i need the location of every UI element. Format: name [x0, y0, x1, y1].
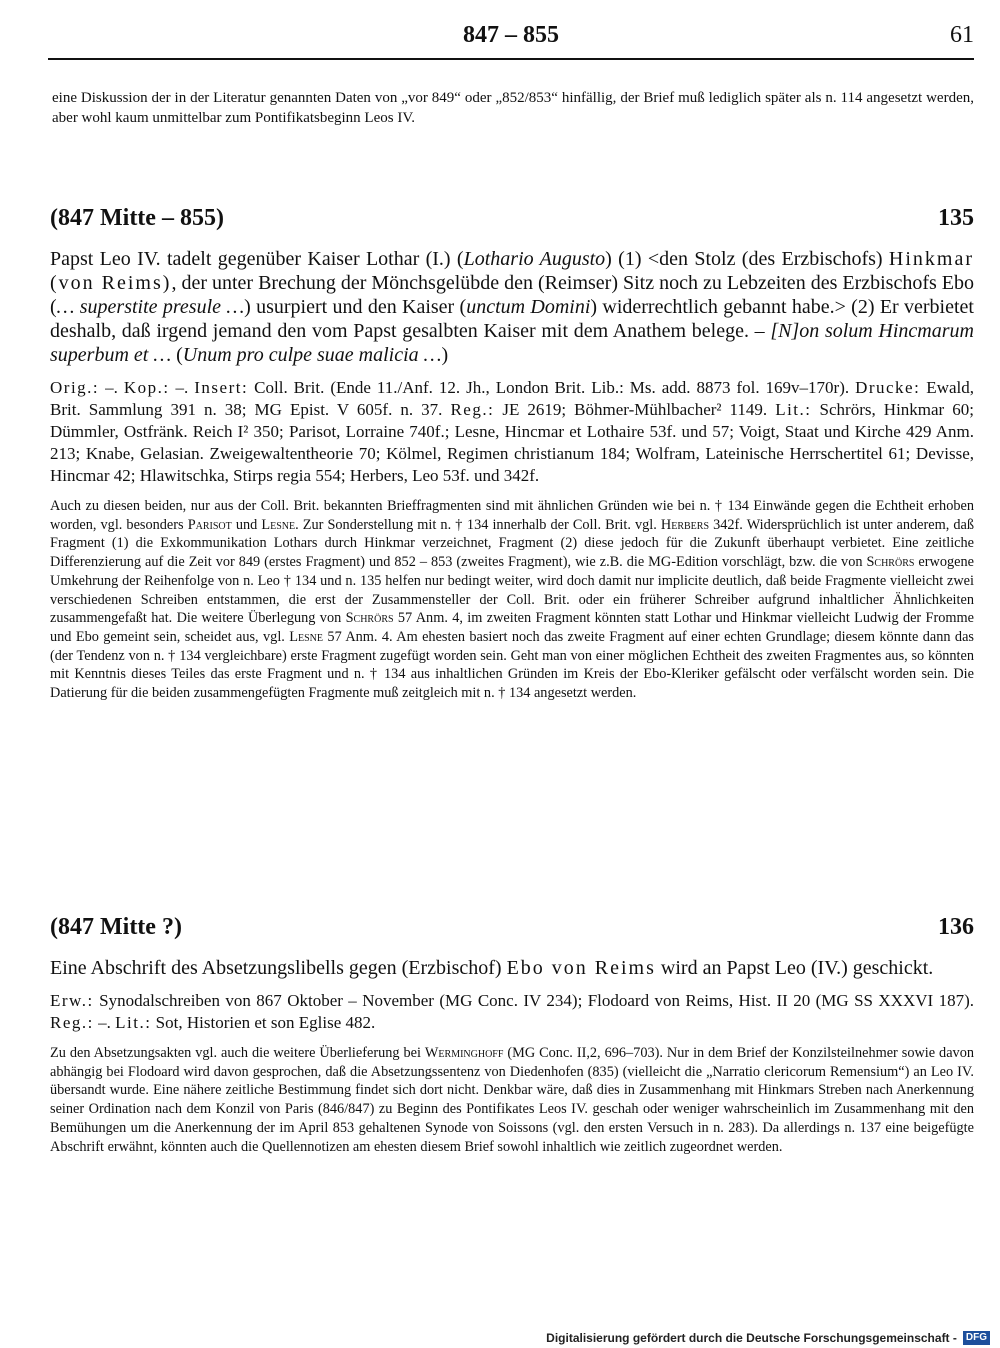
regest-segment: Eine Abschrift des Absetzungslibells gegen (Erzbischof)	[50, 957, 507, 979]
commentary	[50, 1044, 974, 1156]
regest-incipit: [N]on solum Hincmarum superbum et …	[50, 320, 974, 366]
author-name: Parisot	[187, 516, 232, 533]
regest-segment: )	[441, 344, 449, 366]
page-header	[48, 18, 974, 60]
regest-segment: wird an Papst Leo (IV.) geschickt.	[655, 957, 934, 979]
regest-segment: ) widerrechtlich gebannt habe.> (2) Er verbietet deshalb, daß irgend jemand den vom Papst gesalbten Kaiser mit dem Anathem belege. –	[50, 296, 974, 342]
comment-segment: erwogene Umkehrung der Reihenfolge von n. Leo † 134 und n. 135 helfen nur bedingt weiter, wird doch damit nur implicite deutlich, daß beide Fragmente vielleicht zwei verschiedenen Schreiben entstammen, die erst der Zusammensteller der Coll. Brit. oder ein früherer Schreiber aufgrund inhaltlicher Ähnlichkeiten zusammengefaßt hat. Die weitere Überlegung von	[50, 554, 974, 627]
regest-text	[50, 956, 974, 980]
regest-person: Hinkmar (von Reims)	[50, 248, 974, 294]
comment-segment: Auch zu diesen beiden, nur aus der Coll. Brit. bekannten Brieffragmenten sind mit ähnlichen Gründen wie bei n. † 134 Einwände gegen die Echtheit erhoben worden, vgl. besonders	[50, 498, 974, 533]
source-text: Synodalschreiben von 867 Oktober – November (MG Conc. IV 234); Flodoard von Reims, Hist. II 20 (MG SS XXXVI 187).	[93, 991, 974, 1010]
source-text: –.	[169, 378, 195, 397]
dfg-logo: DFG	[963, 1331, 990, 1345]
author-name: Schrörs	[345, 610, 394, 627]
source-key: Drucke:	[855, 378, 921, 397]
regest-segment: , der unter Brechung der Mönchsgelübde den (Reimser) Sitz noch zu Lebzeiten des Erzbischofs Ebo (	[50, 272, 974, 318]
source-key: Kop.:	[123, 378, 170, 397]
source-text: –.	[99, 378, 124, 397]
running-title: 847 – 855	[463, 22, 559, 48]
entry-heading	[50, 914, 974, 946]
regest-quote: … superstite presule …	[56, 296, 245, 318]
comment-segment: 57 Anm. 4. Am ehesten basiert noch das zweite Fragment auf einer echten Grundlage; diesem könnte dann das (der Tendenz von n. † 134 vergleichbare) erste Fragment zugefügt worden sein. Geht man von einer möglichen Echtheit des zweiten Fragmentes aus, so könnten mit Kenntnis dieses Teiles das erste Fragment und n. † 134 aus inhaltlichen Gründen im Kreis der Ebo-Kleriker gefälscht oder verfälscht worden sein. Die Datierung für die beiden zusammengefügten Fragmente muß zeitgleich mit n. † 134 angesetzt werden.	[50, 628, 974, 702]
entry-135	[50, 205, 974, 703]
source-text: –.	[93, 1013, 116, 1032]
entry-heading	[50, 205, 974, 237]
source-text: JE 2619; Böhmer-Mühlbacher² 1149.	[494, 400, 776, 419]
footer-text: Digitalisierung gefördert durch die Deutsche Forschungsgemeinschaft -	[546, 1331, 957, 1345]
source-key: Lit.:	[775, 400, 812, 419]
source-text: Schrörs, Hinkmar 60; Dümmler, Ostfränk. Reich I² 350; Parisot, Lorraine 740f.; Lesne, Hincmar et Lothaire 53f. und 57; Voigt, Staat und Kirche 429 Anm. 213; Knabe, Gelasian. Zweigewaltentheorie 70; Kölmel, Regimen christianum 184; Wolfram, Lateinische Herrschertitel 61; Devisse, Hincmar 42; Hlawitschka, Stirps regia 554; Herbers, Leo 53f. und 342f.	[50, 400, 974, 485]
entry-number: 135	[938, 205, 974, 231]
intro-paragraph: eine Diskussion der in der Literatur genannten Daten von „vor 849“ oder „852/853“ hinfällig, der Brief muß lediglich später als n. 114 angesetzt werden, aber wohl kaum unmittelbar zum Pontifikatsbeginn Leos IV.	[52, 90, 974, 126]
regest-incipit: Unum pro culpe suae malicia …	[182, 344, 442, 366]
comment-segment: Zu den Absetzungsakten vgl. auch die weitere Überlieferung bei	[50, 1045, 425, 1061]
regest-segment: Papst Leo IV. tadelt gegenüber Kaiser Lothar (I.) (	[50, 248, 464, 270]
author-name: Herbers	[660, 516, 710, 533]
source-key: Lit.:	[115, 1013, 152, 1032]
author-name: Schrörs	[866, 554, 915, 571]
author-name: Lesne	[289, 628, 324, 645]
page-number: 61	[950, 22, 974, 48]
source-apparatus	[50, 377, 974, 487]
regest-segment: ) usurpiert und den Kaiser (	[244, 296, 467, 318]
source-text: Coll. Brit. (Ende 11./Anf. 12. Jh., London Brit. Lib.: Ms. add. 8873 fol. 169v–170r).	[248, 378, 856, 397]
author-name: Werminghoff	[424, 1045, 504, 1061]
digitization-footer	[546, 1330, 990, 1346]
comment-segment: . Zur Sonderstellung mit n. † 134 innerhalb der Coll. Brit. vgl.	[295, 516, 661, 533]
source-apparatus	[50, 990, 974, 1034]
regest-text	[50, 247, 974, 367]
comment-segment: (MG Conc. II,2, 696–703). Nur in dem Brief der Konzilsteilnehmer sowie davon abhängig bei Flodoard wird davon gesprochen, daß die Absetzungssentenz von Diedenhofen (835) (vielleicht die „Narratio clericorum Remensium“) an Leo IV. übersandt wurde. Eine nähere zeitliche Bestimmung findet sich dort nicht. Denkbar wäre, daß dies in Zusammenhang mit Hinkmars Streben nach Anerkennung seiner Ordination nach dem Konzil von Paris (846/847) zu Beginn des Pontifikates Leos IV. geschah oder weniger wahrscheinlich im Zusammenhang mit den Bemühungen um die Anerkennung der im April 853 gehaltenen Synode von Soissons (vgl. den ersten Versuch in n. 283). Da allerdings n. 137 eine beigefügte Abschrift erwähnt, könnten auch die Quellennotizen am ehesten diesem Brief sowohl inhaltlich wie zeitlich zugeordnet werden.	[50, 1045, 975, 1155]
comment-segment: 342f. Widersprüchlich ist unter anderem, daß Fragment (1) die Exkommunikation Lothars durch Hinkmar verzeichnet, Fragment (2) diese jedoch für die Zukunft überhaupt verbietet. Eine zeitliche Differenzierung auf die Zeit vor 849 (erstes Fragment) und 852 – 853 (zweites Fragment), wie z.B. die MG-Edition vorschlägt, bzw. die von	[50, 516, 974, 571]
regest-person: Ebo von Reims	[506, 957, 656, 979]
commentary	[50, 497, 974, 703]
source-key: Reg.:	[450, 400, 495, 419]
regest-quote: unctum Domini	[466, 296, 591, 318]
source-key: Insert:	[194, 378, 249, 397]
source-key: Reg.:	[50, 1013, 94, 1032]
regest-quote: Lothario Augusto	[463, 248, 606, 270]
regest-segment: (	[171, 344, 183, 366]
author-name: Lesne	[261, 516, 296, 533]
entry-date: (847 Mitte – 855)	[50, 205, 224, 231]
comment-segment: 57 Anm. 4, im zweiten Fragment könnten statt Lothar und Hinkmar vielleicht Ludwig der Fromme und Ebo gemeint sein, scheidet aus, vgl.	[50, 610, 974, 645]
comment-segment: und	[231, 516, 262, 533]
source-key: Orig.:	[50, 378, 100, 397]
source-text: Sot, Historien et son Eglise 482.	[151, 1013, 376, 1032]
entry-date: (847 Mitte ?)	[50, 914, 182, 940]
source-key: Erw.:	[50, 991, 94, 1010]
entry-number: 136	[938, 914, 974, 940]
regest-segment: ) (1) <den Stolz (des Erzbischofs)	[605, 248, 889, 270]
entry-136	[50, 914, 974, 1156]
source-text: Ewald, Brit. Sammlung 391 n. 38; MG Epist. V 605f. n. 37.	[50, 378, 974, 419]
